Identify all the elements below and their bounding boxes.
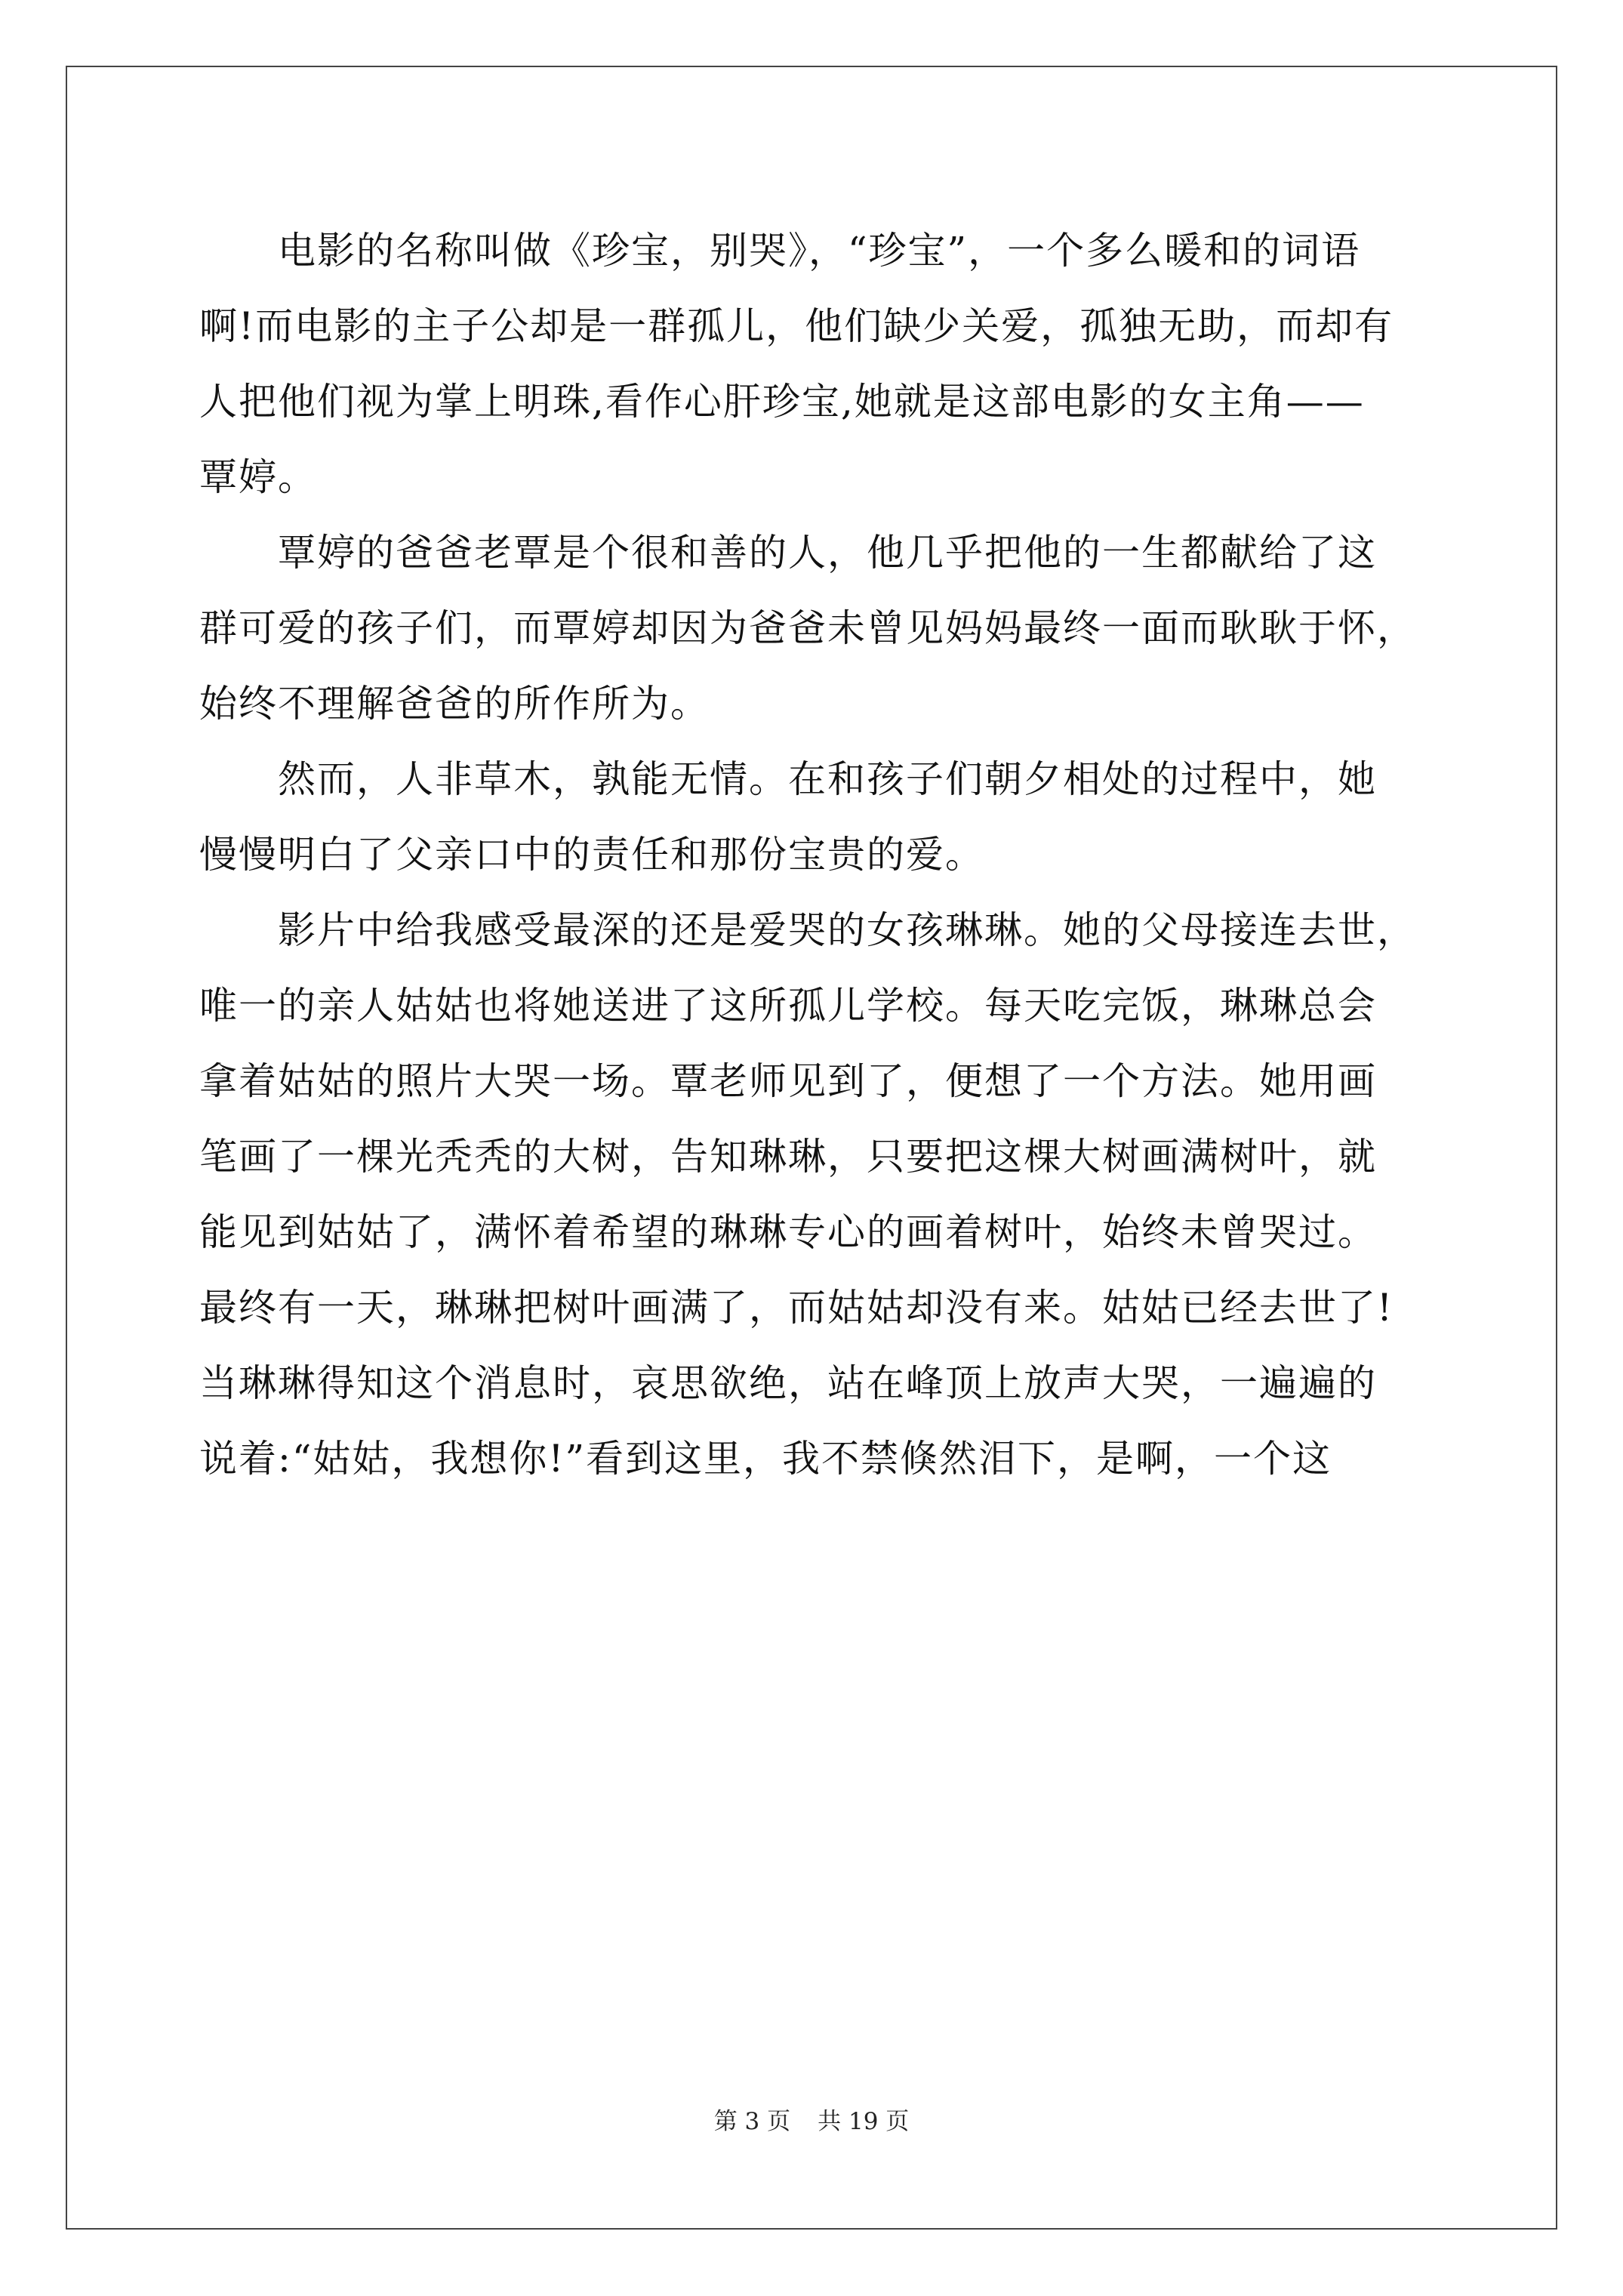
page-number-total: 共 19 页 [818, 2108, 910, 2135]
text-line: 啊!而电影的主子公却是一群孤儿，他们缺少关爱，孤独无助，而却有 [199, 304, 1394, 348]
text-line: 人把他们视为掌上明珠,看作心肝珍宝,她就是这部电影的女主角—— [199, 380, 1365, 424]
text-line: 始终不理解爸爸的所作所为。 [199, 682, 710, 726]
text-line: 当琳琳得知这个消息时，哀思欲绝，站在峰顶上放声大哭，一遍遍的 [199, 1361, 1377, 1405]
page-footer [0, 2106, 1623, 2137]
text-line: 笔画了一棵光秃秃的大树，告知琳琳，只要把这棵大树画满树叶，就 [199, 1135, 1377, 1179]
text-line: 然而，人非草木，孰能无情。在和孩子们朝夕相处的过程中，她 [199, 757, 1377, 801]
text-line: 最终有一天，琳琳把树叶画满了，而姑姑却没有来。姑姑已经去世了! [199, 1286, 1394, 1330]
text-line: 覃婷的爸爸老覃是个很和善的人，他几乎把他的一生都献给了这 [199, 531, 1377, 575]
text-line: 拿着姑姑的照片大哭一场。覃老师见到了，便想了一个方法。她用画 [199, 1059, 1377, 1103]
text-line: 群可爱的孩子们，而覃婷却因为爸爸未曾见妈妈最终一面而耿耿于怀， [199, 606, 1416, 650]
text-line: 覃婷。 [199, 455, 317, 499]
text-line: 慢慢明白了父亲口中的责任和那份宝贵的爱。 [199, 833, 984, 877]
text-line: 影片中给我感受最深的还是爱哭的女孩琳琳。她的父母接连去世， [199, 908, 1416, 952]
text-line: 说着:“姑姑，我想你!”看到这里，我不禁倏然泪下，是啊，一个这 [199, 1437, 1332, 1481]
page-number-current: 第 3 页 [713, 2108, 791, 2135]
document-body [199, 213, 1437, 1496]
text-line: 电影的名称叫做《珍宝，别哭》，“珍宝”，一个多么暖和的词语 [199, 229, 1361, 273]
text-line: 唯一的亲人姑姑也将她送进了这所孤儿学校。每天吃完饭，琳琳总会 [199, 984, 1377, 1028]
text-line: 能见到姑姑了，满怀着希望的琳琳专心的画着树叶，始终未曾哭过。 [199, 1210, 1377, 1254]
